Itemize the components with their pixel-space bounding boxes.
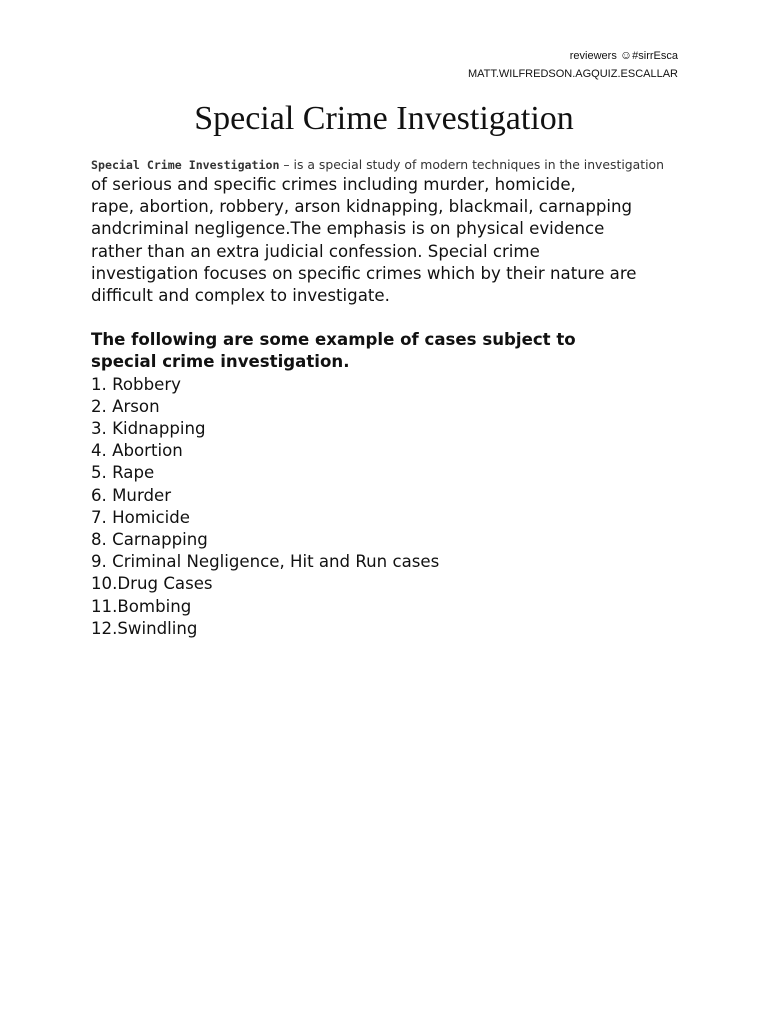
list-item: 3. Kidnapping [91,419,206,439]
intro-rest: – is a special study of modern techniques in the investigation [279,157,664,172]
list-item: 11.Bombing [91,596,192,616]
reviewers-text: reviewers [569,50,617,62]
paragraph-line: difficult and complex to investigate. [91,286,390,306]
list-item: 6. Murder [91,485,172,505]
paragraph-line: rather than an extra judicial confession. Special crime [91,241,540,261]
list-item: 2. Arson [91,396,160,416]
paragraph-line: rape, abortion, robbery, arson kidnapping, blackmail, carnapping [91,197,633,217]
list-item: 7. Homicide [91,507,190,527]
list-item: 4. Abortion [91,441,183,461]
paragraph-line: andcriminal negligence.The emphasis is on physical evidence [91,219,605,239]
paragraph-spacer [91,307,691,329]
intro-line [91,156,691,174]
document-body [91,156,691,640]
paragraph-line: of serious and specific crimes including murder, homicide, [91,175,576,194]
handle-text: #sirrEsca [632,50,678,62]
list-item: 10.Drug Cases [91,574,213,594]
author-line: MATT.WILFREDSON.AGQUIZ.ESCALLAR [467,68,678,80]
smiley-icon: ☺ [619,48,633,62]
case-list [91,374,691,640]
page-title: Special Crime Investigation [194,100,574,137]
list-item: 1. Robbery [91,374,181,394]
paragraph-line: investigation focuses on specific crimes which by their nature are [91,263,637,283]
list-heading-line: The following are some example of cases subject to [91,330,576,350]
header-note [468,46,678,83]
intro-term: Special Crime Investigation [91,158,280,172]
list-item: 9. Criminal Negligence, Hit and Run cases [91,552,440,572]
list-heading-line: special crime investigation. [91,352,350,372]
definition-paragraph [91,174,691,307]
reviewers-line [468,46,678,65]
list-item: 8. Carnapping [91,530,208,550]
list-item: 5. Rape [91,463,155,483]
list-heading [91,329,691,373]
list-item: 12.Swindling [91,618,198,638]
